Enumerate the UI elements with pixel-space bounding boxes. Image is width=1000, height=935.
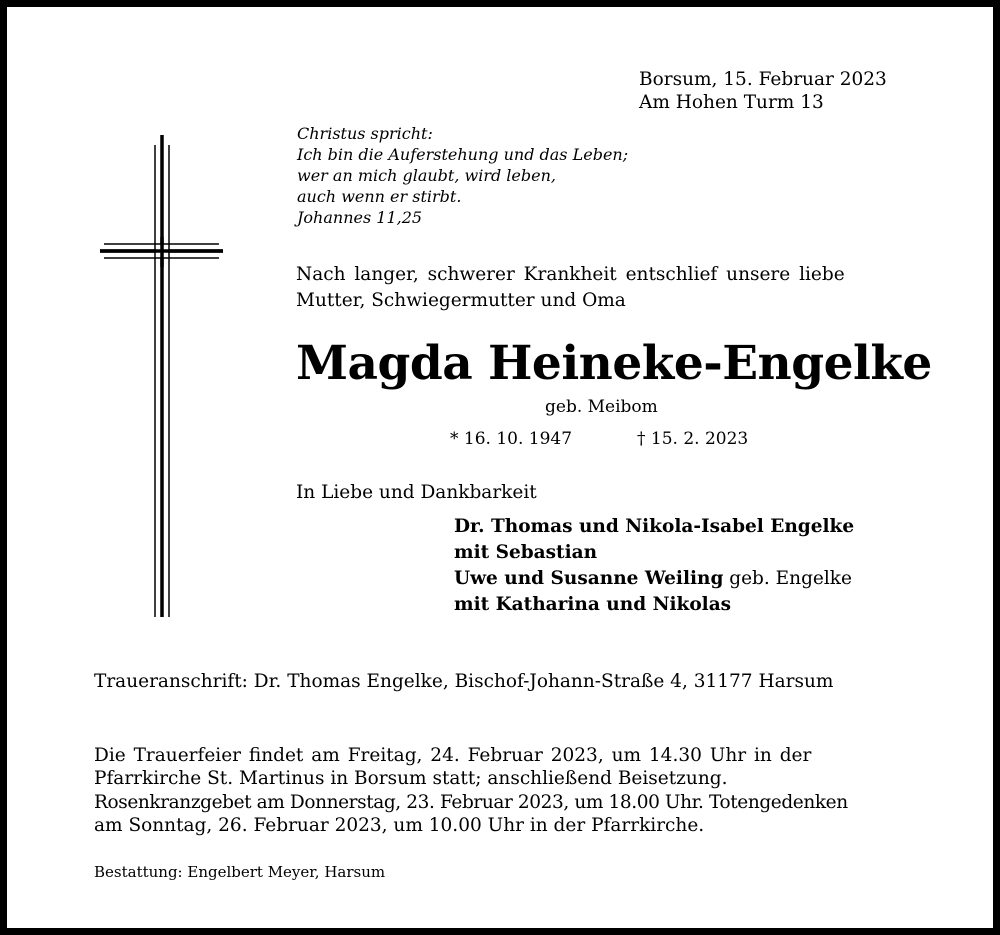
death-date: † 15. 2. 2023	[637, 429, 749, 449]
family-line	[454, 567, 852, 590]
intro-line: Mutter, Schwiegermutter und Oma	[296, 290, 626, 311]
undertaker: Bestattung: Engelbert Meyer, Harsum	[94, 863, 386, 881]
funeral-line: am Sonntag, 26. Februar 2023, um 10.00 Uhr in der Pfarrkirche.	[94, 815, 705, 836]
maiden-name: geb. Meibom	[545, 397, 658, 417]
family-line: mit Katharina und Nikolas	[454, 594, 732, 615]
verse-line: Johannes 11,25	[297, 208, 423, 227]
deceased-name: Magda Heineke-Engelke	[296, 336, 932, 391]
family-names: Uwe und Susanne Weiling	[454, 568, 724, 589]
mourning-address: Traueranschrift: Dr. Thomas Engelke, Bischof-Johann-Straße 4, 31177 Harsum	[94, 671, 834, 692]
birth-date: * 16. 10. 1947	[450, 429, 573, 449]
place-date: Borsum, 15. Februar 2023	[639, 69, 887, 90]
verse-line: Christus spricht:	[297, 124, 433, 143]
verse-line: auch wenn er stirbt.	[297, 187, 462, 206]
cross-icon	[93, 127, 233, 627]
funeral-line: Die Trauerfeier findet am Freitag, 24. Februar 2023, um 14.30 Uhr in der	[94, 745, 812, 766]
intro-line: Nach langer, schwerer Krankheit entschlief unsere liebe	[296, 264, 845, 285]
verse-line: Ich bin die Auferstehung und das Leben;	[297, 145, 629, 164]
family-note: geb. Engelke	[723, 568, 852, 589]
address: Am Hohen Turm 13	[639, 92, 824, 113]
family-line: Dr. Thomas und Nikola-Isabel Engelke	[454, 516, 855, 537]
funeral-line: Rosenkranzgebet am Donnerstag, 23. Februar 2023, um 18.00 Uhr. Totengedenken	[94, 792, 848, 813]
family-line: mit Sebastian	[454, 542, 598, 563]
verse-line: wer an mich glaubt, wird leben,	[297, 166, 556, 185]
love-line: In Liebe und Dankbarkeit	[296, 482, 537, 503]
funeral-line: Pfarrkirche St. Martinus in Borsum statt; anschließend Beisetzung.	[94, 768, 728, 789]
